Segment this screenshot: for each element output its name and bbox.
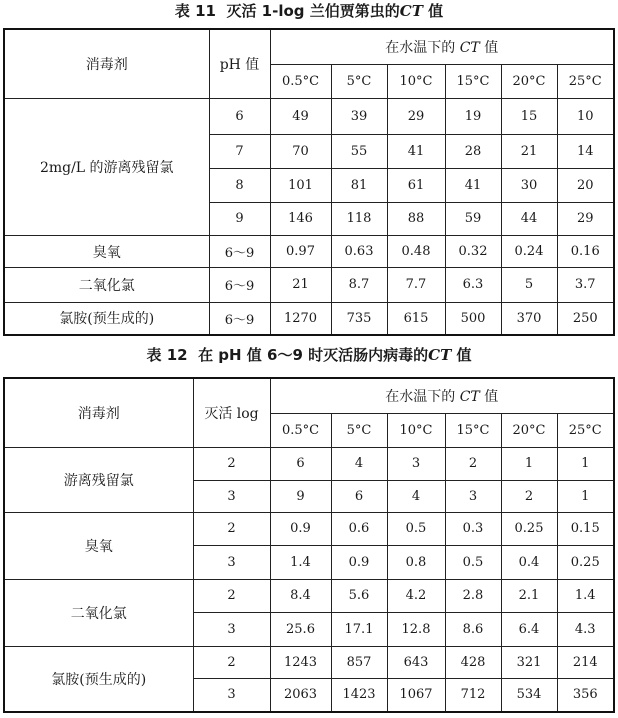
- value-cell: 4.2: [387, 579, 445, 612]
- table-row: [4, 267, 614, 302]
- value-cell: 643: [387, 646, 445, 678]
- value-cell: 21: [270, 267, 331, 302]
- value-cell: 0.9: [270, 512, 331, 545]
- param-cell: 6～9: [209, 236, 270, 268]
- table12-caption-prefix: 表 12: [146, 346, 188, 364]
- value-cell: 15: [501, 99, 557, 135]
- value-cell: 14: [557, 135, 614, 169]
- value-cell: 250: [557, 302, 614, 335]
- table-row: [4, 99, 614, 135]
- table12-caption-suffix: 值: [456, 346, 472, 364]
- value-cell: 25.6: [270, 612, 331, 646]
- header-temp: 25°C: [557, 413, 614, 447]
- header-temp: 25°C: [557, 65, 614, 99]
- value-cell: 0.48: [387, 236, 445, 268]
- disinfectant-name: 氯胺(预生成的): [4, 646, 193, 712]
- value-cell: 370: [501, 302, 557, 335]
- value-cell: 0.97: [270, 236, 331, 268]
- table12-caption: [0, 345, 618, 365]
- value-cell: 1.4: [557, 579, 614, 612]
- value-cell: 0.25: [557, 545, 614, 579]
- header-ct-label: CT: [459, 388, 480, 405]
- header-ct-label: CT: [459, 40, 480, 57]
- header-ct-suffix: 值: [484, 388, 499, 405]
- value-cell: 101: [270, 168, 331, 202]
- param-cell: 2: [193, 646, 270, 678]
- value-cell: 21: [501, 135, 557, 169]
- header-param: pH 值: [209, 29, 270, 99]
- header-temp: 5°C: [331, 413, 387, 447]
- header-temp: 20°C: [501, 65, 557, 99]
- value-cell: 41: [445, 168, 501, 202]
- value-cell: 0.15: [557, 512, 614, 545]
- value-cell: 534: [501, 678, 557, 712]
- value-cell: 0.5: [445, 545, 501, 579]
- header-ct-prefix: 在水温下的: [385, 388, 456, 405]
- table-row: [4, 646, 614, 678]
- header-temp: 20°C: [501, 413, 557, 447]
- value-cell: 1423: [331, 678, 387, 712]
- value-cell: 3: [445, 480, 501, 512]
- value-cell: 12.8: [387, 612, 445, 646]
- header-disinfectant: 消毒剂: [4, 378, 193, 447]
- value-cell: 1: [557, 480, 614, 512]
- header-param: 灭活 log: [193, 378, 270, 447]
- disinfectant-name: 2mg/L 的游离残留氯: [4, 99, 209, 236]
- value-cell: 0.24: [501, 236, 557, 268]
- value-cell: 0.5: [387, 512, 445, 545]
- header-ct-group: [270, 29, 614, 65]
- value-cell: 2063: [270, 678, 331, 712]
- value-cell: 59: [445, 202, 501, 236]
- table-row: [4, 447, 614, 480]
- table11-caption-suffix: 值: [428, 2, 444, 20]
- disinfectant-name: 二氧化氯: [4, 267, 209, 302]
- value-cell: 500: [445, 302, 501, 335]
- value-cell: 0.3: [445, 512, 501, 545]
- param-cell: 2: [193, 447, 270, 480]
- value-cell: 39: [331, 99, 387, 135]
- table12-caption-text: 在 pH 值 6～9 时灭活肠内病毒的: [198, 346, 429, 364]
- value-cell: 1.4: [270, 545, 331, 579]
- header-ct-suffix: 值: [484, 40, 499, 57]
- value-cell: 8.7: [331, 267, 387, 302]
- table-row: [4, 236, 614, 268]
- value-cell: 0.6: [331, 512, 387, 545]
- value-cell: 0.8: [387, 545, 445, 579]
- value-cell: 88: [387, 202, 445, 236]
- param-cell: 6: [209, 99, 270, 135]
- value-cell: 1: [557, 447, 614, 480]
- disinfectant-name: 氯胺(预生成的): [4, 302, 209, 335]
- param-cell: 3: [193, 545, 270, 579]
- value-cell: 29: [387, 99, 445, 135]
- value-cell: 8.6: [445, 612, 501, 646]
- table-row: [4, 302, 614, 335]
- header-temp: 15°C: [445, 65, 501, 99]
- disinfectant-name: 臭氧: [4, 236, 209, 268]
- value-cell: 857: [331, 646, 387, 678]
- value-cell: 4: [387, 480, 445, 512]
- value-cell: 10: [557, 99, 614, 135]
- value-cell: 6.4: [501, 612, 557, 646]
- value-cell: 428: [445, 646, 501, 678]
- value-cell: 2.8: [445, 579, 501, 612]
- param-cell: 2: [193, 512, 270, 545]
- value-cell: 2.1: [501, 579, 557, 612]
- value-cell: 2: [501, 480, 557, 512]
- value-cell: 6.3: [445, 267, 501, 302]
- table12: [3, 377, 615, 713]
- value-cell: 735: [331, 302, 387, 335]
- table11-caption-text: 灭活 1-log 兰伯贾第虫的: [226, 2, 400, 20]
- value-cell: 0.32: [445, 236, 501, 268]
- param-cell: 3: [193, 678, 270, 712]
- table-row: [4, 579, 614, 612]
- header-row: [4, 378, 614, 413]
- value-cell: 356: [557, 678, 614, 712]
- value-cell: 28: [445, 135, 501, 169]
- table11-caption-prefix: 表 11: [174, 2, 216, 20]
- header-temp: 0.5°C: [270, 65, 331, 99]
- disinfectant-name: 臭氧: [4, 512, 193, 579]
- value-cell: 61: [387, 168, 445, 202]
- value-cell: 4.3: [557, 612, 614, 646]
- value-cell: 2: [445, 447, 501, 480]
- disinfectant-name: 二氧化氯: [4, 579, 193, 646]
- value-cell: 8.4: [270, 579, 331, 612]
- value-cell: 712: [445, 678, 501, 712]
- param-cell: 2: [193, 579, 270, 612]
- value-cell: 0.16: [557, 236, 614, 268]
- param-cell: 3: [193, 480, 270, 512]
- table12-caption-ct: CT: [428, 346, 452, 364]
- value-cell: 19: [445, 99, 501, 135]
- value-cell: 118: [331, 202, 387, 236]
- table11: [3, 28, 615, 336]
- value-cell: 214: [557, 646, 614, 678]
- table-row: [4, 512, 614, 545]
- value-cell: 9: [270, 480, 331, 512]
- header-temp: 10°C: [387, 65, 445, 99]
- param-cell: 7: [209, 135, 270, 169]
- header-row: [4, 29, 614, 65]
- value-cell: 5: [501, 267, 557, 302]
- value-cell: 20: [557, 168, 614, 202]
- value-cell: 17.1: [331, 612, 387, 646]
- value-cell: 1067: [387, 678, 445, 712]
- table11-caption-ct: CT: [399, 2, 423, 20]
- param-cell: 3: [193, 612, 270, 646]
- header-temp: 10°C: [387, 413, 445, 447]
- param-cell: 8: [209, 168, 270, 202]
- header-temp: 5°C: [331, 65, 387, 99]
- value-cell: 0.9: [331, 545, 387, 579]
- value-cell: 44: [501, 202, 557, 236]
- header-ct-group: [270, 378, 614, 413]
- value-cell: 0.63: [331, 236, 387, 268]
- value-cell: 55: [331, 135, 387, 169]
- value-cell: 70: [270, 135, 331, 169]
- header-temp: 15°C: [445, 413, 501, 447]
- disinfectant-name: 游离残留氯: [4, 447, 193, 512]
- value-cell: 3.7: [557, 267, 614, 302]
- header-ct-prefix: 在水温下的: [385, 40, 456, 57]
- value-cell: 30: [501, 168, 557, 202]
- param-cell: 6～9: [209, 302, 270, 335]
- value-cell: 146: [270, 202, 331, 236]
- value-cell: 0.25: [501, 512, 557, 545]
- table11-caption: [0, 1, 618, 21]
- value-cell: 3: [387, 447, 445, 480]
- value-cell: 6: [331, 480, 387, 512]
- value-cell: 1270: [270, 302, 331, 335]
- value-cell: 1243: [270, 646, 331, 678]
- value-cell: 0.4: [501, 545, 557, 579]
- value-cell: 7.7: [387, 267, 445, 302]
- header-disinfectant: 消毒剂: [4, 29, 209, 99]
- header-temp: 0.5°C: [270, 413, 331, 447]
- value-cell: 4: [331, 447, 387, 480]
- value-cell: 5.6: [331, 579, 387, 612]
- param-cell: 9: [209, 202, 270, 236]
- value-cell: 49: [270, 99, 331, 135]
- value-cell: 41: [387, 135, 445, 169]
- value-cell: 321: [501, 646, 557, 678]
- value-cell: 6: [270, 447, 331, 480]
- value-cell: 615: [387, 302, 445, 335]
- value-cell: 29: [557, 202, 614, 236]
- param-cell: 6～9: [209, 267, 270, 302]
- value-cell: 1: [501, 447, 557, 480]
- value-cell: 81: [331, 168, 387, 202]
